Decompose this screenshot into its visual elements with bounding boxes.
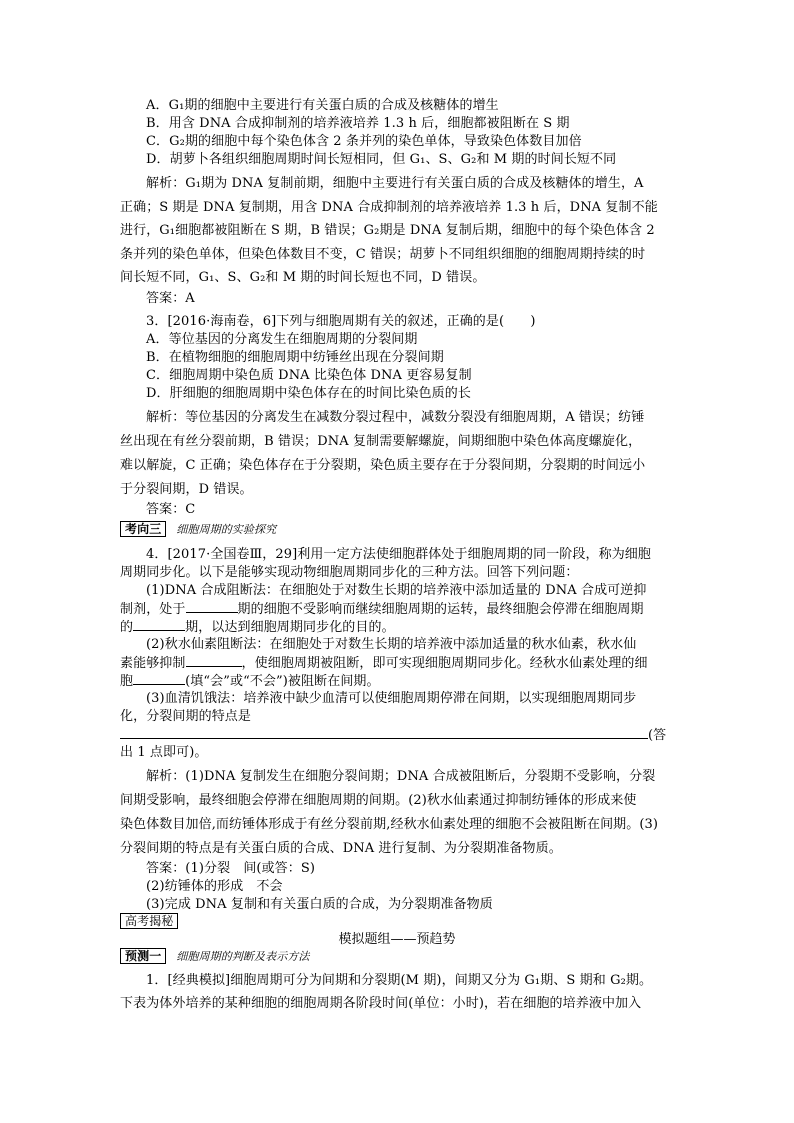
question-1-stem: 1．[经典模拟]细胞周期可分为间期和分裂期(M 期)，间期又分为 G₁期、S 期和 G₂期。 — [146, 973, 653, 988]
analysis-line: 间长短不同，G₁、S、G₂和 M 期的时间长短也不同，D 错误。 — [120, 270, 486, 285]
analysis-line: 于分裂间期，D 错误。 — [120, 482, 253, 497]
answer-line: (3)完成 DNA 复制和有关蛋白质的合成，为分裂期准备物质 — [146, 897, 493, 912]
analysis-line: 正确；S 期是 DNA 复制期，用含 DNA 合成抑制剂的培养液培养 1.3 h 后，DNA 复制不能 — [120, 200, 658, 215]
analysis-line: 条并列的染色单体，但染色体数目不变，C 错误；胡萝卜不同组织细胞的细胞周期持续的时 — [120, 247, 646, 262]
section-tag: 考向三 — [120, 521, 166, 537]
option-d: D．胡萝卜各组织细胞周期时间长短相同，但 G₁、S、G₂和 M 期的时间长短不同 — [146, 152, 617, 167]
answer-line: (2)纺锤体的形成 不会 — [146, 879, 283, 894]
text-segment: ，使细胞周期被阻断，即可实现细胞周期同步化。经秋水仙素处理的细 — [241, 656, 648, 671]
option-c: C．细胞周期中染色质 DNA 比染色体 DNA 更容易复制 — [146, 368, 472, 383]
section-heading — [120, 521, 680, 539]
question-4-stem: 4．[2017·全国卷Ⅲ，29]利用一定方法使细胞群体处于细胞周期的同一阶段，称为细胞 — [146, 547, 652, 562]
analysis-line: 难以解旋，C 正确；染色体存在于分裂期，染色质主要存在于分裂间期，分裂期的时间远小 — [120, 458, 646, 473]
question-4-part-1: (1)DNA 合成阻断法：在细胞处于对数生长期的培养液中添加适量的 DNA 合成可逆抑 — [146, 583, 647, 598]
section-title-center: 模拟题组——预趋势 — [338, 932, 456, 947]
gaokao-tag-row — [120, 913, 680, 931]
option-b: B．在植物细胞的细胞周期中纺锤丝出现在分裂间期 — [146, 350, 444, 365]
prediction-tag: 预测一 — [120, 948, 166, 964]
text-segment: 制剂，处于 — [120, 602, 186, 617]
question-4-part-3: (3)血清饥饿法：培养液中缺少血清可以使细胞周期停滞在间期，以实现细胞周期同步 — [146, 691, 637, 706]
question-3-stem: 3．[2016·海南卷，6]下列与细胞周期有关的叙述，正确的是( ) — [146, 314, 536, 329]
fill-blank — [186, 654, 242, 667]
question-4-part-2 — [120, 672, 680, 691]
question-4-part-2: (2)秋水仙素阻断法：在细胞处于对数生长期的培养液中添加适量的秋水仙素，秋水仙 — [146, 637, 637, 652]
fill-blank — [133, 618, 185, 631]
question-4-stem: 周期同步化。以下是能够实现动物细胞周期同步化的三种方法。回答下列问题： — [120, 565, 579, 580]
text-segment: (填“会”或“不会”)被阻断在间期。 — [185, 674, 380, 689]
question-4-part-3 — [120, 726, 680, 745]
question-4-part-1 — [120, 600, 680, 619]
answer-line: 答案：A — [146, 291, 195, 306]
option-a: A．等位基因的分离发生在细胞周期的分裂间期 — [146, 332, 418, 347]
analysis-line: 解析：G₁期为 DNA 复制前期，细胞中主要进行有关蛋白质的合成及核糖体的增生，A — [146, 176, 644, 191]
text-segment: 的 — [120, 620, 134, 635]
option-c: C．G₂期的细胞中每个染色体含 2 条并列的染色单体，导致染色体数目加倍 — [146, 134, 582, 149]
text-segment: 胞 — [120, 674, 134, 689]
analysis-line: 间期受影响，最终细胞会停滞在细胞周期的间期。(2)秋水仙素通过抑制纺锤体的形成来使 — [120, 793, 637, 808]
option-a: A．G₁期的细胞中主要进行有关蛋白质的合成及核糖体的增生 — [146, 98, 499, 113]
fill-blank — [120, 726, 648, 739]
option-d: D．肝细胞的细胞周期中染色体存在的时间比染色质的长 — [146, 386, 471, 401]
answer-line: 答案：C — [146, 502, 196, 517]
question-1-stem: 下表为体外培养的某种细胞的细胞周期各阶段时间(单位：小时)，若在细胞的培养液中加入 — [120, 996, 642, 1011]
text-segment: 素能够抑制 — [120, 656, 186, 671]
option-b: B．用含 DNA 合成抑制剂的培养液培养 1.3 h 后，细胞都被阻断在 S 期 — [146, 116, 570, 131]
analysis-line: 解析：(1)DNA 复制发生在细胞分裂间期；DNA 合成被阻断后，分裂期不受影响，分裂 — [146, 769, 656, 784]
question-4-part-2 — [120, 654, 680, 673]
text-segment: (答 — [648, 728, 667, 743]
analysis-line: 染色体数目加倍,而纺锤体形成于有丝分裂前期,经秋水仙素处理的细胞不会被阻断在间期。(3) — [120, 817, 659, 832]
analysis-line: 进行，G₁细胞都被阻断在 S 期，B 错误；G₂期是 DNA 复制后期，细胞中的每个染色体含 2 — [120, 223, 655, 238]
analysis-line: 丝出现在有丝分裂前期，B 错误；DNA 复制需要解螺旋，间期细胞中染色体高度螺旋化， — [120, 434, 642, 449]
question-4-part-1 — [120, 618, 680, 637]
question-4-part-3: 化，分裂间期的特点是 — [120, 709, 252, 724]
fill-blank — [186, 600, 238, 613]
text-segment: 期，以达到细胞周期同步化的目的。 — [185, 620, 395, 635]
answer-line: 答案：(1)分裂 间(或答：S) — [146, 861, 316, 876]
analysis-line: 解析：等位基因的分离发生在减数分裂过程中，减数分裂没有细胞周期，A 错误；纺锤 — [146, 410, 645, 425]
section-title: 细胞周期的实验探究 — [176, 523, 277, 536]
fill-blank — [133, 672, 185, 685]
section-heading — [120, 948, 680, 966]
prediction-title: 细胞周期的判断及表示方法 — [176, 950, 310, 963]
text-segment: 期的细胞不受影响而继续细胞周期的运转，最终细胞会停滞在细胞周期 — [237, 602, 644, 617]
question-4-part-3: 出 1 点即可)。 — [120, 745, 208, 760]
gaokao-tag: 高考揭秘 — [120, 913, 178, 929]
analysis-line: 分裂间期的特点是有关蛋白质的合成、DNA 进行复制、为分裂期准备物质。 — [120, 841, 562, 856]
